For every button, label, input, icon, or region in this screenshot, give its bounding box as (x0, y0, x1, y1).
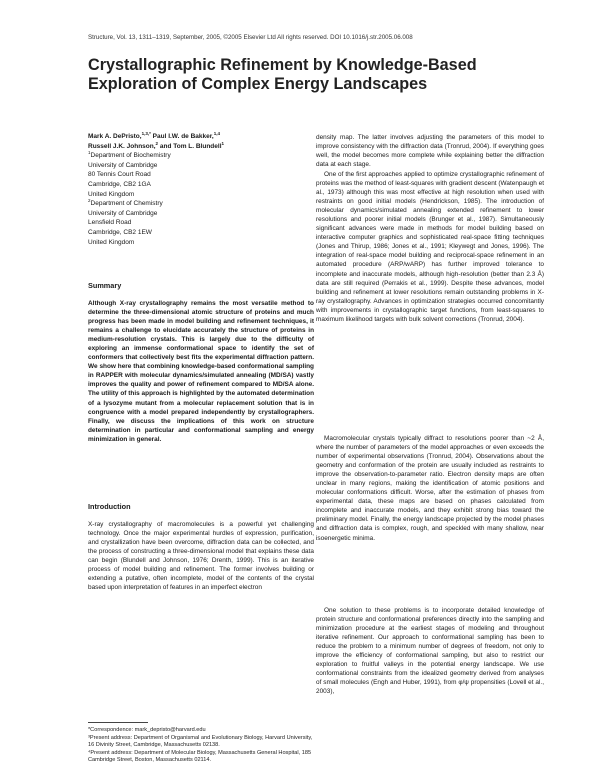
right-paragraph-1: density map. The latter involves adjusting the parameters of this model to improve consistency with the diffraction data (Tronrud, 2004). If everything goes well, the model becomes more complete while explaining better the diffraction data at each stage. (316, 134, 544, 169)
aff-line: United Kingdom (88, 190, 135, 198)
aff-line: Cambridge, CB2 1EW (88, 228, 152, 236)
author-debakker: Paul I.W. de Bakker, (150, 133, 214, 140)
aff-line: United Kingdom (88, 238, 135, 246)
author-sup: 1 (221, 140, 225, 146)
article-title (88, 56, 528, 94)
author-blundell: and Tom L. Blundell (158, 142, 222, 150)
author-block (88, 132, 224, 247)
author-johnson: Russell J.K. Johnson, (88, 142, 156, 150)
author-depristo: Mark A. DePristo, (88, 133, 142, 140)
aff-sup: 2 (88, 198, 91, 203)
author-sup: 1,4 (213, 130, 220, 136)
aff-line: Cambridge, CB2 1GA (88, 180, 151, 188)
footnote-correspondence: *Correspondence: mark_depristo@harvard.edu (88, 727, 206, 733)
author-sup: 1,3,* (141, 130, 151, 136)
author-line-2 (88, 142, 224, 152)
summary-text: Although X-ray crystallography remains the most versatile method to determine the three-dimensional atomic structure of proteins and much progress has been made in model building and refinement techniques, it remains a challenge to elucidate accurately the structure of proteins in medium-resolution crystals. This is largely due to the difficulty of exploring an immense conformational space to identify the set of conformers that collectively best fits the experimental diffraction pattern. We show here that combining knowledge-based conformational sampling in RAPPER with molecular dynamics/simulated annealing (MD/SA) vastly improves the quality and power of refinement compared to MD/SA alone. The utility of this approach is highlighted by the automated determination of a lysozyme mutant from a molecular replacement solution that is in congruence with a model prepared independently by crystallographers. Finally, we discuss the implications of this work on structure determination in particular and conformational sampling and energy minimization in general. (88, 300, 314, 443)
aff-line: Lensfield Road (88, 219, 132, 227)
aff-line: 80 Tennis Court Road (88, 171, 151, 179)
right-paragraph-4: One solution to these problems is to incorporate detailed knowledge of protein structure and conformational preferences directly into the sampling and minimization procedure at the earliest stages of modeling and throughout iterative refinement. Our approach to conformational sampling has been to reduce the problem to a minimum number of degrees of freedom, not only to improve the efficiency of conformational sampling, but also to restrict our exploration to fruitful valleys in the potential energy landscape. We use conformational constraints from the idealized geometry derived from analyses of small molecules (Engh and Huber, 1991), from φ/ψ propensities (Lovell et al., 2003), (316, 607, 544, 696)
aff-dept: Department of Biochemistry (90, 152, 171, 160)
aff-sup: 1 (88, 150, 91, 156)
footnote-rule (88, 722, 148, 723)
footnotes (88, 727, 314, 765)
right-paragraph-2: One of the first approaches applied to optimize crystallographic refinement of proteins was the method of least-squares with gradient descent (Watenpaugh et al., 1973) although this was most effective at high resolution when used with restraints on good initial models (Hendrickson, 1985). The introduction of molecular dynamics/simulated annealing extended refinement to lower resolutions and poorer initial models (Brunger et al., 1987). Simultaneously significant advances were made in methods for model building based on interactive computer graphics and sophisticated real-space fitting techniques (Jones and Thirup, 1986; Jones et al., 1991; Kleywegt and Jones, 1996). The integration of real-space model building and reciprocal-space refinement in an automated procedure (ARP/wARP) has further improved tolerance to incomplete and inaccurate models, although high-resolution (better than 2.3 Å) data are still required (Perrakis et al., 1999). Despite these advances, model building and refinement at lower resolutions remain outstanding problems in X-ray crystallography. Advances in optimization strategies occurred concomitantly with improvements in crystallographic target functions, from least-squares to maximum likelihood targets with bulk solvent corrections (Tronrud, 2004). (316, 171, 544, 323)
journal-header: Structure, Vol. 13, 1311–1319, September, 2005, ©2005 Elsevier Ltd All rights reserved. DOI 10.1016/j.str.2005.06.008 (88, 34, 413, 41)
title-line-1: Crystallographic Refinement by Knowledge-Based (88, 56, 477, 74)
affiliation-2 (88, 199, 224, 209)
footnote-address-4: ⁴Present address: Department of Molecular Biology, Massachusetts General Hospital, 185 Cambridge Street, Boston, Massachusetts 02114. (88, 749, 312, 764)
author-sup: 2 (155, 140, 159, 146)
summary-heading: Summary (88, 281, 122, 290)
title-line-2: Exploration of Complex Energy Landscapes (88, 75, 428, 93)
intro-text: X-ray crystallography of macromolecules is a powerful yet challenging technology. Once the major experimental hurdles of expression, purification, and crystallization have been overcome, diffraction data can be collected, and the process of constructing a three-dimensional model that explains these data can begin (Blundell and Johnson, 1976; Drenth, 1999). This is an iterative process of model building and refinement. The former involves building or extending a putative, often incomplete, model of the contents of the crystal based upon interpretation of features in an imperfect electron (88, 521, 314, 592)
aff-dept: Department of Chemistry (90, 200, 163, 208)
right-paragraph-3: Macromolecular crystals typically diffract to resolutions poorer than ~2 Å, where the number of parameters of the model approaches or even exceeds the number of experimental observations (Tronrud, 2004). Observations about the geometry and conformation of the protein are usually included as restraints to improve the observation-to-parameter ratio. Electron density maps are often unclear in many regions, making the identification of atomic positions and molecular conformations difficult. Worse, after the estimation of phases from experimental data, these maps are based on phases calculated from incomplete and inaccurate models, and they exhibit strong bias toward the preliminary model. Finally, the energy landscape projected by the model phases and diffraction data is complex, rough, and speckled with many shallow, near isoenergetic minima. (316, 435, 544, 542)
footnote-address-3: ³Present address: Department of Organismal and Evolutionary Biology, Harvard University, 16 Divinity Street, Cambridge, Massachusetts 02138. (88, 734, 313, 749)
affiliation-1 (88, 151, 224, 161)
introduction-heading: Introduction (88, 502, 131, 511)
aff-line: University of Cambridge (88, 161, 158, 169)
aff-line: University of Cambridge (88, 209, 158, 217)
